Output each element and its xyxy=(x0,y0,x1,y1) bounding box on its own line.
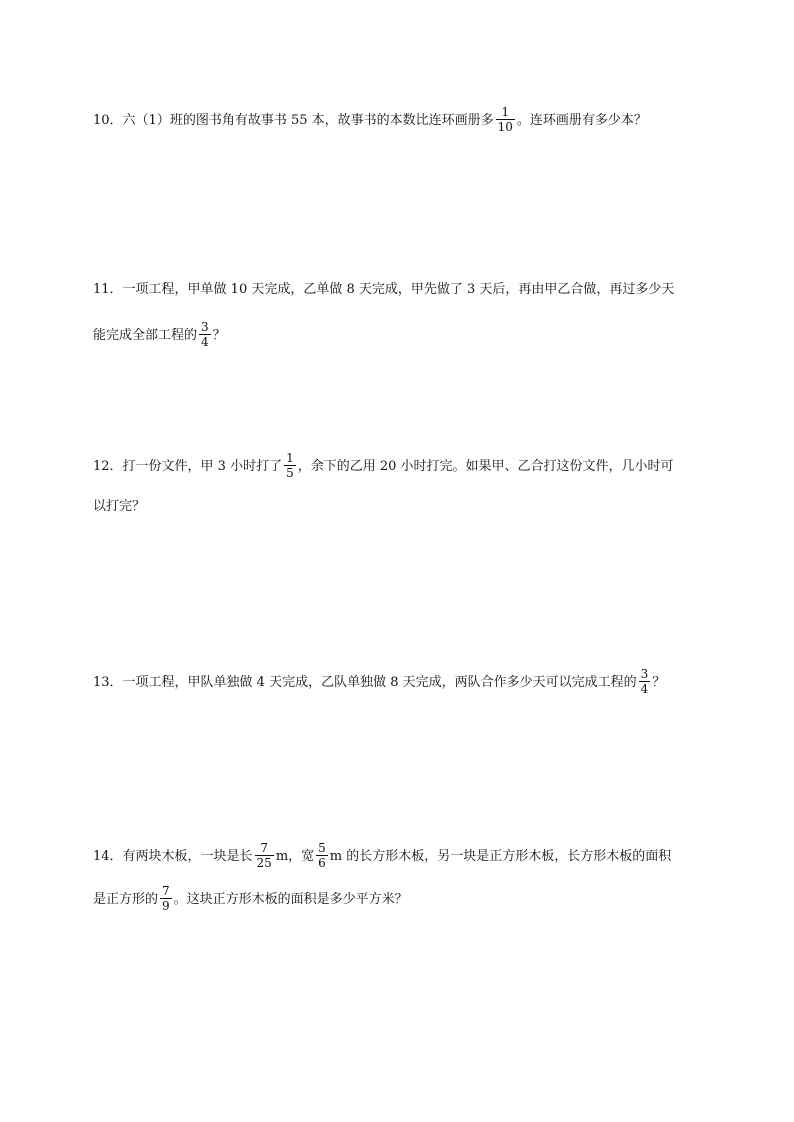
question-13-line-1 xyxy=(93,668,713,697)
question-14-text-b: m，宽 xyxy=(275,849,315,864)
question-14-line-2 xyxy=(93,885,713,914)
fraction-numerator: 1 xyxy=(286,451,294,465)
question-14-line-1 xyxy=(93,842,713,871)
fraction-3-4 xyxy=(639,667,651,696)
fraction-numerator: 3 xyxy=(640,667,649,681)
question-12-line-1 xyxy=(93,452,713,481)
fraction-denominator: 5 xyxy=(286,466,294,480)
question-10-line-1 xyxy=(93,106,713,135)
fraction-denominator: 10 xyxy=(497,120,513,134)
question-10-text-a: 10．六（1）班的图书角有故事书 55 本，故事书的本数比连环画册多 xyxy=(93,113,494,128)
fraction-1-5 xyxy=(284,451,296,480)
question-14-text-a: 14．有两块木板，一块是长 xyxy=(93,849,253,864)
fraction-denominator: 9 xyxy=(162,899,170,913)
fraction-numerator: 5 xyxy=(318,841,326,855)
fraction-7-9 xyxy=(160,884,172,913)
fraction-denominator: 4 xyxy=(640,682,649,696)
fraction-numerator: 7 xyxy=(162,884,170,898)
fraction-numerator: 7 xyxy=(255,841,274,856)
fraction-5-6 xyxy=(316,841,328,870)
question-13-text-b: ？ xyxy=(652,675,666,690)
question-11-text-b: ？ xyxy=(212,328,226,343)
question-14-text-d: 是正方形的 xyxy=(93,892,159,907)
question-11-line-1 xyxy=(93,280,713,300)
question-12-text-b: ，余下的乙用 20 小时打完。如果甲、乙合打这份文件，几小时可 xyxy=(297,459,674,474)
question-13-text-a: 13．一项工程，甲队单独做 4 天完成，乙队单独做 8 天完成，两队合作多少天可以完成工程的 xyxy=(93,675,637,690)
question-11-line-2 xyxy=(93,321,713,350)
fraction-denominator: 4 xyxy=(201,335,209,349)
question-12-text-c: 以打完？ xyxy=(93,499,146,514)
fraction-denominator: 6 xyxy=(318,856,326,870)
fraction-1-10 xyxy=(496,105,515,134)
fraction-numerator: 1 xyxy=(496,105,515,120)
question-10-text-b: 。连环画册有多少本？ xyxy=(516,113,647,128)
question-11-text-a: 能完成全部工程的 xyxy=(93,328,198,343)
question-12-line-2 xyxy=(93,497,713,517)
fraction-7-25 xyxy=(255,841,274,870)
question-12-text-a: 12．打一份文件，甲 3 小时打了 xyxy=(93,459,283,474)
question-11-text: 11．一项工程，甲单做 10 天完成，乙单做 8 天完成，甲先做了 3 天后，再由甲乙合做，再过多少天 xyxy=(93,282,675,297)
question-14-text-c: m 的长方形木板，另一块是正方形木板，长方形木板的面积 xyxy=(329,849,672,864)
question-14-text-e: 。这块正方形木板的面积是多少平方米？ xyxy=(173,892,408,907)
fraction-numerator: 3 xyxy=(201,320,209,334)
fraction-denominator: 25 xyxy=(256,856,272,870)
fraction-3-4 xyxy=(199,320,211,349)
